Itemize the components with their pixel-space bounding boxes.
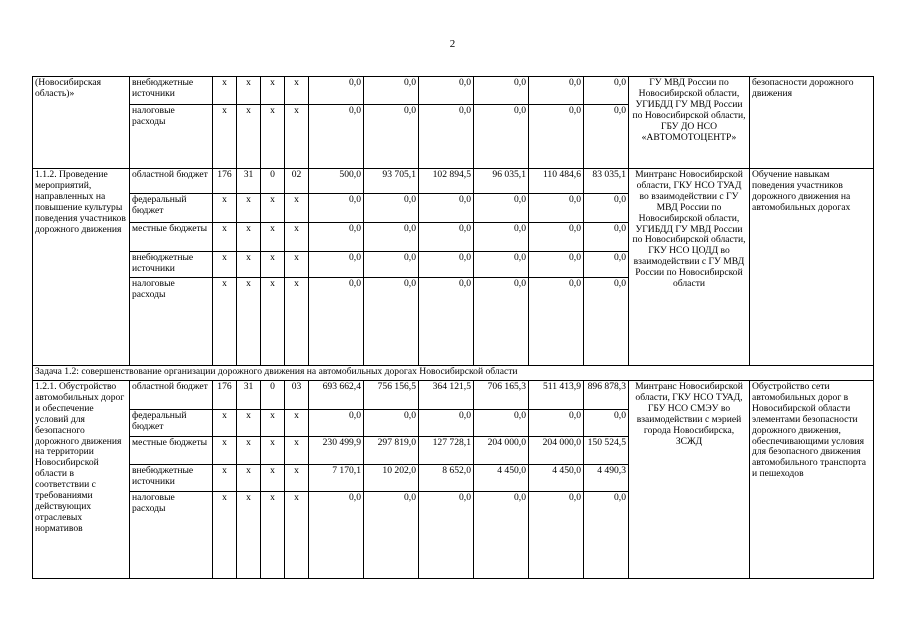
amount-cell: 0,0 — [364, 492, 419, 579]
funding-source-cell: налоговые расходы — [130, 492, 213, 579]
code-cell: х — [237, 437, 261, 465]
amount-cell: 693 662,4 — [309, 381, 364, 410]
amount-cell: 0,0 — [584, 223, 629, 252]
task-cell: Задача 1.2: совершенствование организации дорожного движения на автомобильных дорогах Новосибирской области — [33, 366, 874, 381]
page-number: 2 — [449, 38, 456, 50]
amount-cell: 96 035,1 — [474, 169, 529, 194]
code-cell: х — [237, 278, 261, 366]
program-table — [32, 76, 874, 579]
amount-cell: 0,0 — [309, 410, 364, 437]
code-cell: х — [261, 77, 285, 105]
amount-cell: 0,0 — [584, 252, 629, 278]
amount-cell: 230 499,9 — [309, 437, 364, 465]
amount-cell: 4 450,0 — [474, 465, 529, 492]
code-cell: х — [213, 77, 237, 105]
activity-name-cell: 1.2.1. Обустройство автомобильных дорог и обеспечение условий для безопасного дорожного движения на территории Новосибирской области в соответствии с требованиями действующих отраслевых нормативов — [33, 381, 130, 579]
amount-cell: 0,0 — [474, 223, 529, 252]
table-body — [33, 77, 874, 579]
amount-cell: 0,0 — [474, 278, 529, 366]
code-cell: 176 — [213, 169, 237, 194]
funding-source-cell: внебюджетные источники — [130, 77, 213, 105]
code-cell: х — [237, 465, 261, 492]
code-cell: х — [285, 278, 309, 366]
amount-cell: 204 000,0 — [474, 437, 529, 465]
code-cell: х — [213, 252, 237, 278]
executor-cell: Минтранс Новосибирской области, ГКУ НСО ТУАД, ГБУ НСО СМЭУ во взаимодействии с мэрией города Новосибирска, ЗСЖД — [629, 381, 750, 579]
code-cell: х — [285, 105, 309, 169]
code-cell: х — [285, 410, 309, 437]
table-row — [33, 381, 874, 410]
code-cell: х — [261, 492, 285, 579]
activity-name-cell: 1.1.2. Проведение мероприятий, направленных на повышение культуры поведения участников дорожного движения — [33, 169, 130, 366]
code-cell: 31 — [237, 381, 261, 410]
activity-name-cell: (Новосибирская область)» — [33, 77, 130, 169]
amount-cell: 0,0 — [419, 77, 474, 105]
code-cell: х — [213, 194, 237, 223]
amount-cell: 4 490,3 — [584, 465, 629, 492]
code-cell: х — [213, 465, 237, 492]
code-cell: х — [261, 194, 285, 223]
amount-cell: 0,0 — [529, 252, 584, 278]
funding-source-cell: местные бюджеты — [130, 223, 213, 252]
amount-cell: 0,0 — [474, 492, 529, 579]
amount-cell: 0,0 — [419, 252, 474, 278]
funding-source-cell: налоговые расходы — [130, 278, 213, 366]
code-cell: х — [285, 437, 309, 465]
amount-cell: 511 413,9 — [529, 381, 584, 410]
executor-cell: ГУ МВД России по Новосибирской области, УГИБДД ГУ МВД России по Новосибирской области, ГБУ ДО НСО «АВТОМОТОЦЕНТР» — [629, 77, 750, 169]
amount-cell: 0,0 — [364, 252, 419, 278]
amount-cell: 0,0 — [584, 194, 629, 223]
amount-cell: 0,0 — [364, 410, 419, 437]
code-cell: х — [261, 278, 285, 366]
amount-cell: 0,0 — [529, 278, 584, 366]
funding-source-cell: федеральный бюджет — [130, 410, 213, 437]
funding-source-cell: федеральный бюджет — [130, 194, 213, 223]
amount-cell: 0,0 — [309, 278, 364, 366]
amount-cell: 0,0 — [419, 223, 474, 252]
amount-cell: 0,0 — [474, 252, 529, 278]
amount-cell: 110 484,6 — [529, 169, 584, 194]
amount-cell: 0,0 — [309, 223, 364, 252]
amount-cell: 0,0 — [419, 410, 474, 437]
amount-cell: 896 878,3 — [584, 381, 629, 410]
funding-source-cell: налоговые расходы — [130, 105, 213, 169]
amount-cell: 127 728,1 — [419, 437, 474, 465]
result-cell: Обучение навыкам поведения участников дорожного движения на автомобильных дорогах — [750, 169, 874, 366]
code-cell: х — [285, 223, 309, 252]
amount-cell: 0,0 — [584, 492, 629, 579]
amount-cell: 0,0 — [474, 410, 529, 437]
amount-cell: 0,0 — [419, 492, 474, 579]
amount-cell: 0,0 — [419, 194, 474, 223]
code-cell: х — [237, 223, 261, 252]
amount-cell: 0,0 — [309, 492, 364, 579]
amount-cell: 364 121,5 — [419, 381, 474, 410]
code-cell: 0 — [261, 169, 285, 194]
amount-cell: 0,0 — [364, 105, 419, 169]
amount-cell: 0,0 — [309, 77, 364, 105]
amount-cell: 0,0 — [529, 492, 584, 579]
amount-cell: 0,0 — [529, 77, 584, 105]
amount-cell: 102 894,5 — [419, 169, 474, 194]
table-row — [33, 77, 874, 105]
amount-cell: 83 035,1 — [584, 169, 629, 194]
code-cell: х — [213, 410, 237, 437]
amount-cell: 500,0 — [309, 169, 364, 194]
amount-cell: 0,0 — [419, 278, 474, 366]
amount-cell: 0,0 — [364, 223, 419, 252]
code-cell: х — [261, 252, 285, 278]
code-cell: х — [237, 77, 261, 105]
funding-source-cell: местные бюджеты — [130, 437, 213, 465]
code-cell: х — [213, 278, 237, 366]
code-cell: х — [285, 77, 309, 105]
amount-cell: 4 450,0 — [529, 465, 584, 492]
result-cell: Обустройство сети автомобильных дорог в Новосибирской области элементами безопасности дорожного движения, обеспечивающими условия для безопасного движения автомобильного транспорта и пешеходов — [750, 381, 874, 579]
amount-cell: 0,0 — [474, 105, 529, 169]
amount-cell: 0,0 — [584, 278, 629, 366]
amount-cell: 0,0 — [309, 105, 364, 169]
code-cell: х — [261, 437, 285, 465]
code-cell: х — [261, 465, 285, 492]
code-cell: х — [213, 223, 237, 252]
amount-cell: 0,0 — [419, 105, 474, 169]
amount-cell: 0,0 — [364, 278, 419, 366]
amount-cell: 0,0 — [364, 194, 419, 223]
amount-cell: 756 156,5 — [364, 381, 419, 410]
code-cell: х — [213, 492, 237, 579]
amount-cell: 0,0 — [584, 105, 629, 169]
funding-source-cell: областной бюджет — [130, 169, 213, 194]
amount-cell: 0,0 — [529, 223, 584, 252]
code-cell: 31 — [237, 169, 261, 194]
amount-cell: 0,0 — [529, 194, 584, 223]
code-cell: х — [237, 252, 261, 278]
task-row — [33, 366, 874, 381]
code-cell: х — [261, 105, 285, 169]
amount-cell: 0,0 — [584, 77, 629, 105]
funding-source-cell: внебюджетные источники — [130, 465, 213, 492]
code-cell: х — [285, 465, 309, 492]
code-cell: х — [213, 437, 237, 465]
code-cell: х — [285, 492, 309, 579]
code-cell: х — [237, 105, 261, 169]
amount-cell: 0,0 — [309, 194, 364, 223]
amount-cell: 0,0 — [529, 105, 584, 169]
code-cell: 176 — [213, 381, 237, 410]
executor-cell: Минтранс Новосибирской области, ГКУ НСО ТУАД во взаимодействии с ГУ МВД России по Новосибирской области, УГИБДД ГУ МВД России по Новосибирской области, ГКУ НСО ЦОДД во взаимодействии с ГУ МВД России по Новосибирской области — [629, 169, 750, 366]
amount-cell: 7 170,1 — [309, 465, 364, 492]
table-row — [33, 169, 874, 194]
amount-cell: 0,0 — [474, 194, 529, 223]
amount-cell: 0,0 — [529, 410, 584, 437]
code-cell: 0 — [261, 381, 285, 410]
amount-cell: 0,0 — [309, 252, 364, 278]
code-cell: х — [285, 252, 309, 278]
code-cell: 03 — [285, 381, 309, 410]
code-cell: х — [261, 410, 285, 437]
amount-cell: 0,0 — [584, 410, 629, 437]
code-cell: 02 — [285, 169, 309, 194]
amount-cell: 8 652,0 — [419, 465, 474, 492]
code-cell: х — [213, 105, 237, 169]
amount-cell: 93 705,1 — [364, 169, 419, 194]
code-cell: х — [237, 194, 261, 223]
funding-source-cell: областной бюджет — [130, 381, 213, 410]
funding-source-cell: внебюджетные источники — [130, 252, 213, 278]
code-cell: х — [285, 194, 309, 223]
amount-cell: 706 165,3 — [474, 381, 529, 410]
amount-cell: 0,0 — [474, 77, 529, 105]
amount-cell: 150 524,5 — [584, 437, 629, 465]
amount-cell: 297 819,0 — [364, 437, 419, 465]
amount-cell: 0,0 — [364, 77, 419, 105]
code-cell: х — [237, 410, 261, 437]
code-cell: х — [237, 492, 261, 579]
result-cell: безопасности дорожного движения — [750, 77, 874, 169]
amount-cell: 204 000,0 — [529, 437, 584, 465]
code-cell: х — [261, 223, 285, 252]
amount-cell: 10 202,0 — [364, 465, 419, 492]
